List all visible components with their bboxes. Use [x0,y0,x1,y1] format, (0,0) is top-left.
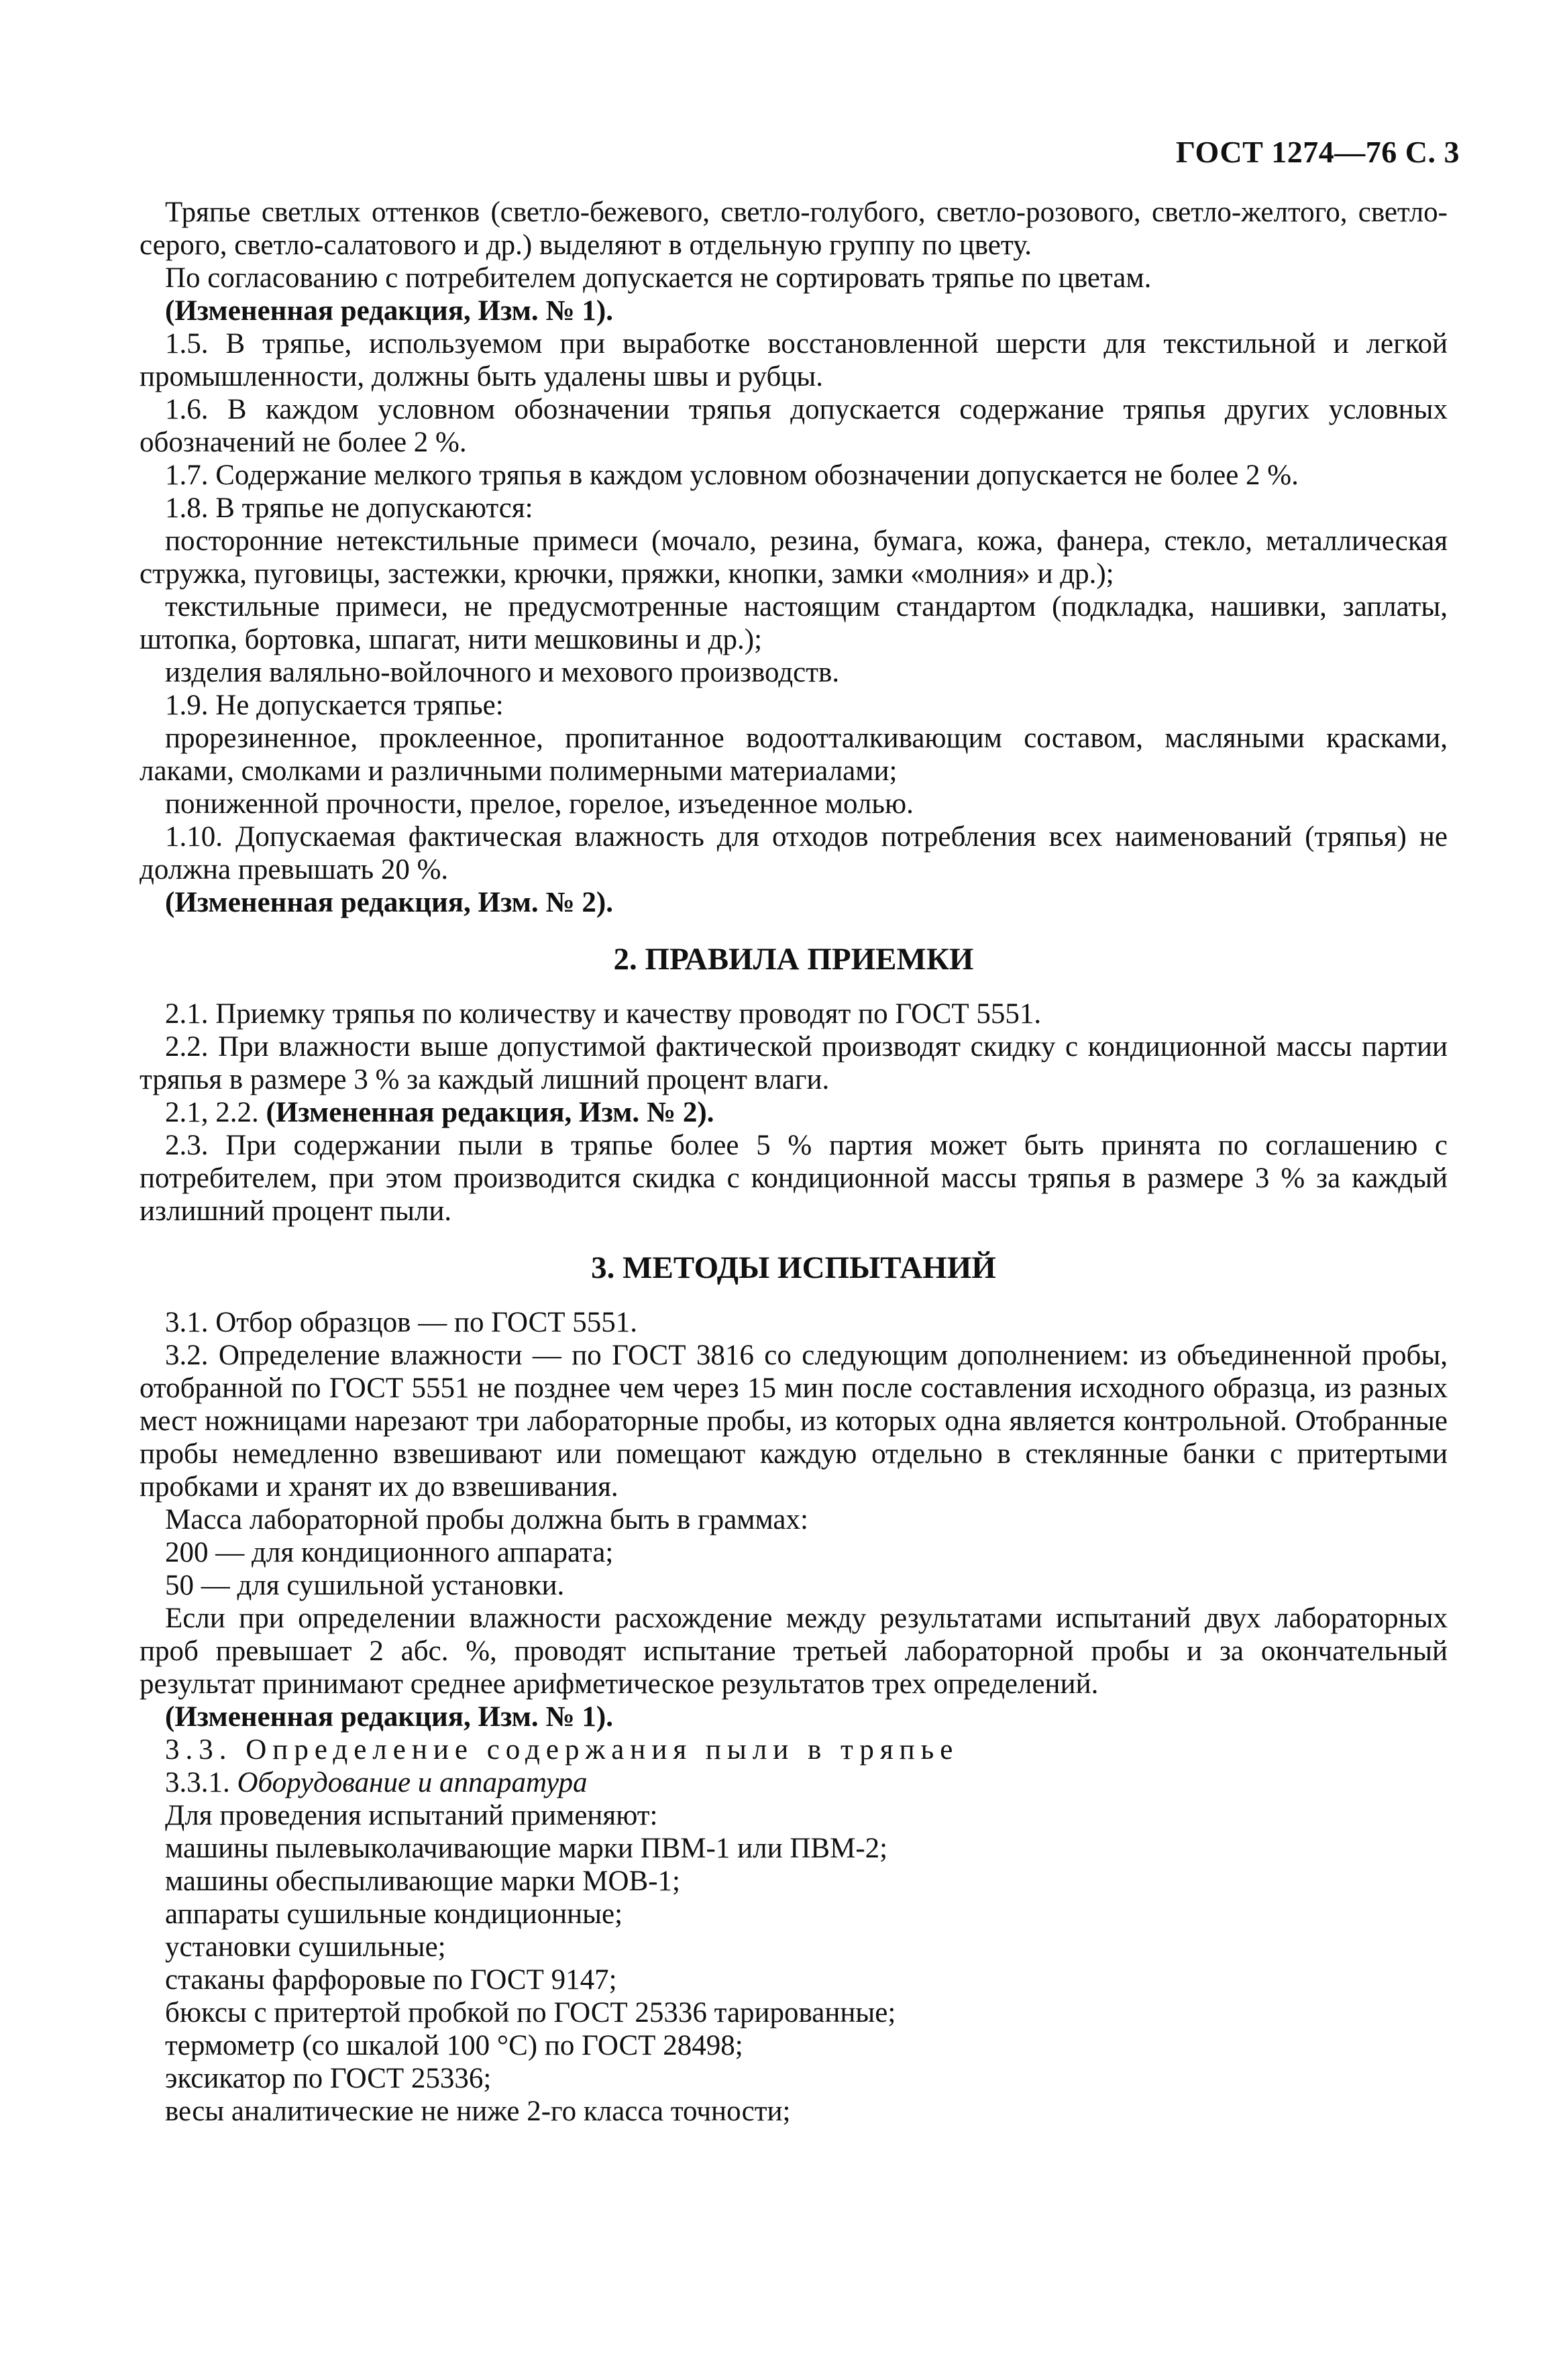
clause-1-8: 1.8. В тряпье не допускаются: [165,492,533,524]
clause-1-8-item: изделия валяльно-войлочного и мехового производств. [165,657,840,688]
clause-3-3-1-title: Оборудование и аппаратура [237,1767,588,1798]
clause-3-1: 3.1. Отбор образцов — по ГОСТ 5551. [165,1307,638,1338]
sample-mass-item: 50 — для сушильной установки. [165,1570,565,1601]
equipment-item: эксикатор по ГОСТ 25336; [165,2063,492,2094]
clause-2-amendment-numbers: 2.1, 2.2. [165,1097,266,1128]
discrepancy-paragraph: Если при определении влажности расхождение между результатами испытаний двух лабораторных проб превышает 2 абс. %, проводят испытание третьей лабораторной пробы и за окончательный результат принимают среднее арифметическое результатов трех определений. [140,1603,1448,1700]
equipment-item: весы аналитические не ниже 2-го класса точности; [165,2096,791,2127]
clause-1-10: 1.10. Допускаемая фактическая влажность для отходов потребления всех наименований (тряпья) не должна превышать 20 %. [140,821,1448,885]
equipment-item: бюксы с притертой пробкой по ГОСТ 25336 тарированные; [165,1997,896,2029]
section-title-acceptance: 2. ПРАВИЛА ПРИЕМКИ [613,942,974,977]
equipment-item: машины обеспыливающие марки МОВ-1; [165,1865,680,1897]
equipment-item: установки сушильные; [165,1931,446,1963]
equipment-item: термометр (со шкалой 100 °С) по ГОСТ 28498; [165,2030,743,2061]
equipment-item: машины пылевыколачивающие марки ПВМ-1 или ПВМ-2; [165,1833,888,1864]
clause-2-amendment [140,1096,1448,1129]
amendment-note: (Измененная редакция, Изм. № 1). [165,1701,613,1733]
amendment-note: (Измененная редакция, Изм. № 2). [266,1097,714,1128]
amendment-note: (Измененная редакция, Изм. № 1). [165,295,613,327]
clause-1-6: 1.6. В каждом условном обозначении тряпья допускается содержание тряпья других условных обозначений не более 2 %. [140,394,1448,458]
clause-2-3: 2.3. При содержании пыли в тряпье более 5 % партия может быть принята по соглашению с потребителем, при этом производится скидка с кондиционной массы тряпья в размере 3 % за каждый излишний процент пыли. [140,1130,1448,1227]
clause-2-1: 2.1. Приемку тряпья по количеству и качеству проводят по ГОСТ 5551. [165,998,1042,1030]
equipment-intro: Для проведения испытаний применяют: [165,1800,658,1831]
clause-3-3: 3.3. Определение содержания пыли в тряпье [165,1734,959,1766]
clause-3-3-1 [140,1766,1448,1799]
clause-3-2: 3.2. Определение влажности — по ГОСТ 3816 со следующим дополнением: из объединенной пробы, отобранной по ГОСТ 5551 не позднее чем через 15 мин после составления исходного образца, из разных мест ножницами нарезают три лабораторные пробы, из которых одна является контрольной. Отобранные пробы немедленно взвешивают или помещают каждую отдельно в стеклянные банки с притертыми пробками и хранят их до взвешивания. [140,1340,1448,1503]
clause-1-9: 1.9. Не допускается тряпье: [165,690,504,721]
amendment-note: (Измененная редакция, Изм. № 2). [165,887,613,918]
equipment-item: стаканы фарфоровые по ГОСТ 9147; [165,1964,617,1996]
equipment-item: аппараты сушильные кондиционные; [165,1898,623,1930]
clause-1-8-item: текстильные примеси, не предусмотренные настоящим стандартом (подкладка, нашивки, заплаты, штопка, бортовка, шпагат, нити мешковины и др.); [140,591,1448,655]
clause-3-3-1-number: 3.3.1. [165,1767,237,1798]
paragraph-light-shades: Тряпье светлых оттенков (светло-бежевого, светло-голубого, светло-розового, светло-желтого, светло-серого, светло-салатового и др.) выделяют в отдельную группу по цвету. [140,197,1448,261]
section-title-test-methods: 3. МЕТОДЫ ИСПЫТАНИЙ [591,1250,996,1285]
sample-mass-intro: Масса лабораторной пробы должна быть в граммах: [165,1504,808,1535]
clause-1-5: 1.5. В тряпье, используемом при выработке восстановленной шерсти для текстильной и легкой промышленности, должны быть удалены швы и рубцы. [140,328,1448,392]
clause-1-7: 1.7. Содержание мелкого тряпья в каждом условном обозначении допускается не более 2 %. [165,459,1299,491]
document-body [140,196,1448,2128]
sample-mass-item: 200 — для кондиционного аппарата; [165,1537,614,1568]
clause-2-2: 2.2. При влажности выше допустимой фактической производят скидку с кондиционной массы партии тряпья в размере 3 % за каждый лишний процент влаги. [140,1031,1448,1095]
clause-1-9-item: пониженной прочности, прелое, горелое, изъеденное молью. [165,788,914,820]
paragraph-color-sorting: По согласованию с потребителем допускается не сортировать тряпье по цветам. [165,262,1152,294]
clause-1-8-item: посторонние нетекстильные примеси (мочало, резина, бумага, кожа, фанера, стекло, металлическая стружка, пуговицы, застежки, крючки, пряжки, кнопки, замки «молния» и др.); [140,525,1448,590]
clause-1-9-item: прорезиненное, проклеенное, пропитанное водоотталкивающим составом, масляными красками, лаками, смолками и различными полимерными материалами; [140,722,1448,787]
page-header: ГОСТ 1274—76 С. 3 [1175,135,1460,169]
